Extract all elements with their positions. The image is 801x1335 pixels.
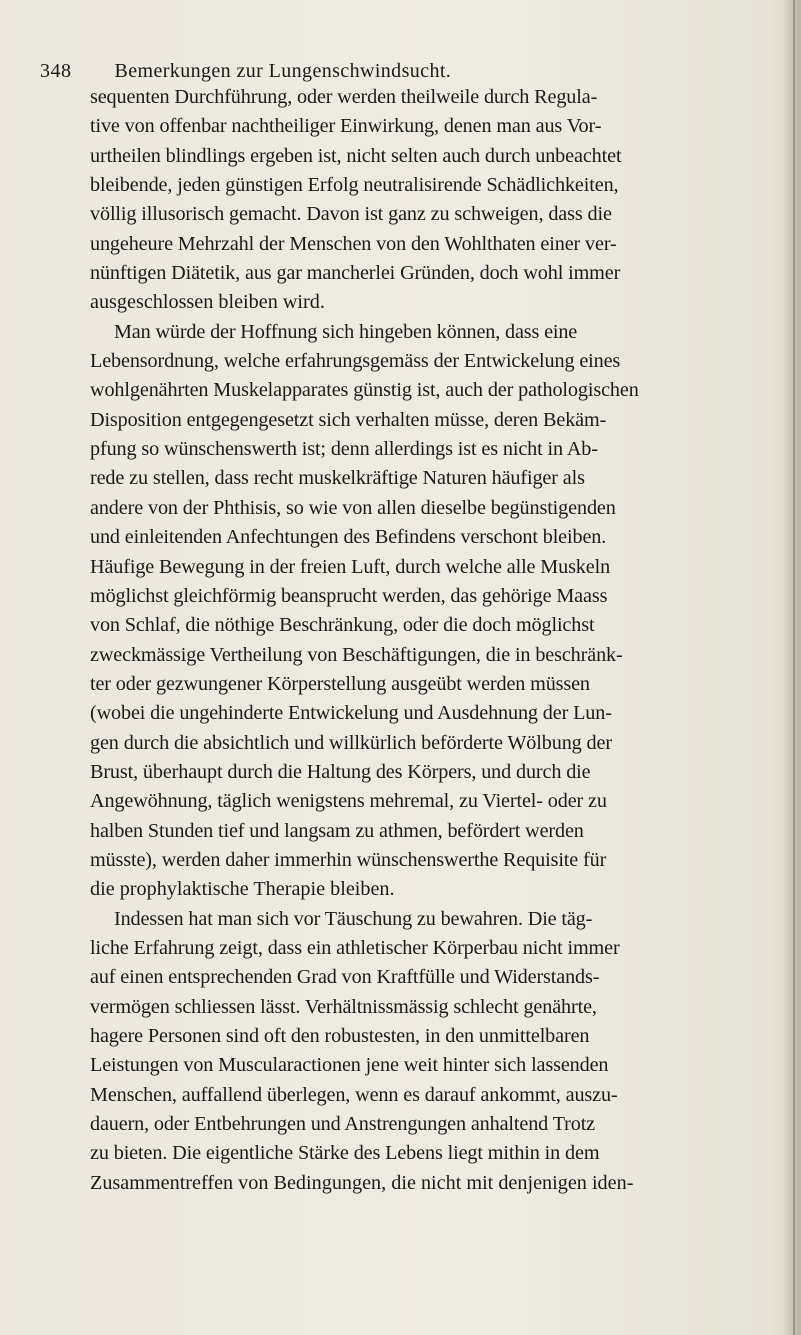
text-line: Leistungen von Muscularactionen jene weit hinter sich lassenden (90, 1054, 609, 1077)
paragraph-start-line: Man würde der Hoffnung sich hingeben können, dass eine (114, 320, 578, 343)
page-number: 348 (40, 60, 72, 82)
text-line: Lebensordnung, welche erfahrungsgemäss der Entwickelung eines (90, 350, 621, 373)
text-line: andere von der Phthisis, so wie von allen dieselbe begünstigenden (90, 496, 616, 519)
binding-edge (793, 0, 795, 1335)
text-line: bleibende, jeden günstigen Erfolg neutralisirende Schädlichkeiten, (90, 174, 619, 197)
text-line: nünftigen Diätetik, aus gar mancherlei Gründen, doch wohl immer (90, 262, 621, 285)
running-title: Bemerkungen zur Lungenschwindsucht. (114, 60, 452, 82)
text-line: möglichst gleichförmig beansprucht werden, das gehörige Maass (90, 584, 608, 607)
text-line: vermögen schliessen lässt. Verhältnissmässig schlecht genährte, (90, 995, 597, 1018)
paragraph-start-line: Indessen hat man sich vor Täuschung zu bewahren. Die täg- (114, 907, 593, 930)
body-text (90, 83, 790, 1198)
text-line: tive von offenbar nachtheiliger Einwirkung, denen man aus Vor- (90, 115, 602, 138)
text-line: pfung so wünschenswerth ist; denn allerdings ist es nicht in Ab- (90, 438, 598, 461)
text-line: von Schlaf, die nöthige Beschränkung, oder die doch möglichst (90, 614, 595, 637)
text-line: völlig illusorisch gemacht. Davon ist ganz zu schweigen, dass die (90, 203, 612, 226)
text-line: Menschen, auffallend überlegen, wenn es darauf ankommt, auszu- (90, 1083, 618, 1106)
text-line: hagere Personen sind oft den robustesten, in den unmittelbaren (90, 1025, 590, 1047)
text-line: zweckmässige Vertheilung von Beschäftigungen, die in beschränk- (90, 643, 623, 666)
text-line: ungeheure Mehrzahl der Menschen von den Wohlthaten einer ver- (90, 232, 617, 255)
text-line: wohlgenährten Muskelapparates günstig ist, auch der pathologischen (90, 379, 639, 402)
text-line: Brust, überhaupt durch die Haltung des Körpers, und durch die (90, 760, 591, 783)
text-line: rede zu stellen, dass recht muskelkräftige Naturen häufiger als (90, 467, 585, 490)
text-line: sequenten Durchführung, oder werden theilweile durch Regula- (90, 86, 598, 108)
text-line: zu bieten. Die eigentliche Stärke des Lebens liegt mithin in dem (90, 1142, 600, 1165)
text-line: Angewöhnung, täglich wenigstens mehremal, zu Viertel- oder zu (90, 790, 607, 813)
text-line: und einleitenden Anfechtungen des Befindens verschont bleiben. (90, 526, 607, 549)
page-header (40, 60, 451, 83)
text-line: liche Erfahrung zeigt, dass ein athletischer Körperbau nicht immer (90, 936, 620, 959)
text-line: urtheilen blindlings ergeben ist, nicht selten auch durch unbeachtet (90, 144, 622, 167)
text-line: auf einen entsprechenden Grad von Kraftfülle und Widerstands- (90, 966, 600, 989)
text-line: Häufige Bewegung in der freien Luft, durch welche alle Muskeln (90, 555, 611, 578)
text-line: dauern, oder Entbehrungen und Anstrengungen anhaltend Trotz (90, 1113, 595, 1136)
text-line: Disposition entgegengesetzt sich verhalten müsse, deren Bekäm- (90, 408, 607, 431)
text-line: Zusammentreffen von Bedingungen, die nicht mit denjenigen iden- (90, 1171, 634, 1194)
text-line: halben Stunden tief und langsam zu athmen, befördert werden (90, 819, 584, 842)
page-edge-shadow (783, 0, 801, 1335)
text-line: ausgeschlossen bleiben wird. (90, 291, 325, 314)
text-line: die prophylaktische Therapie bleiben. (90, 878, 395, 901)
text-line: ter oder gezwungener Körperstellung ausgeübt werden müssen (90, 672, 590, 695)
text-line: müsste), werden daher immerhin wünschenswerthe Requisite für (90, 848, 607, 871)
text-line: gen durch die absichtlich und willkürlich beförderte Wölbung der (90, 731, 612, 754)
text-line: (wobei die ungehinderte Entwickelung und Ausdehnung der Lun- (90, 702, 612, 725)
